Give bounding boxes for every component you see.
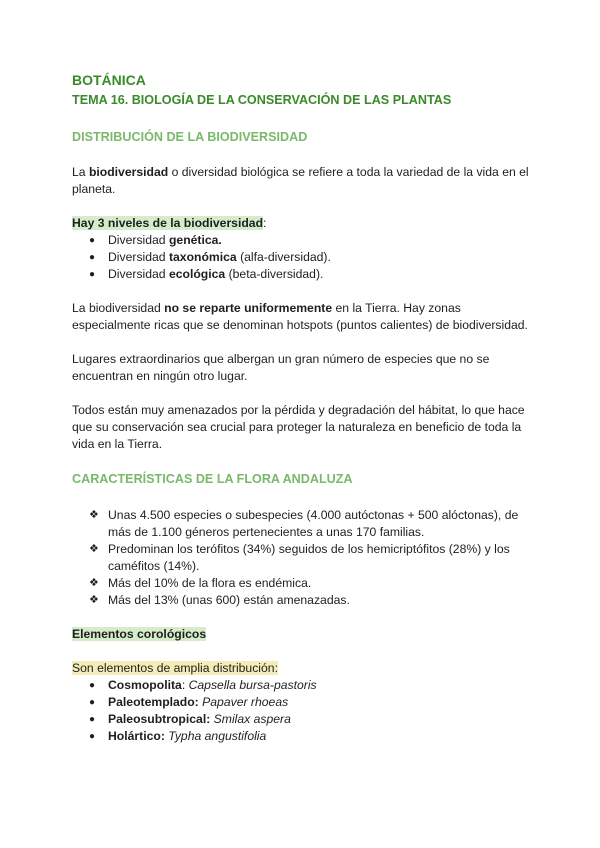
- bullet-dot-icon: ●: [89, 269, 96, 280]
- term: taxonómica: [168, 250, 237, 264]
- list-item: [72, 266, 532, 283]
- chorology-intro-highlight: Son elementos de amplia distribución:: [72, 661, 278, 675]
- bullet-dot-icon: ●: [89, 680, 96, 691]
- bullet-dot-icon: ●: [89, 731, 96, 742]
- text: Diversidad: [108, 250, 169, 264]
- list-item: [72, 575, 532, 592]
- list-item: [72, 592, 532, 609]
- paragraph-threat: Todos están muy amenazados por la pérdida y degradación del hábitat, lo que hace que su conservación sea crucial para proteger la naturaleza en beneficio de toda la vida en la Tierra.: [72, 403, 525, 451]
- text: o diversidad biológica se refiere a toda la variedad de la vida en el planeta.: [72, 165, 529, 196]
- bullet-dot-icon: ●: [89, 697, 96, 708]
- list-item: [72, 677, 532, 694]
- term: Holártico:: [108, 729, 165, 743]
- term-biodiversidad: biodiversidad: [88, 165, 169, 179]
- text: Más del 13% (unas 600) están amenazadas.: [108, 593, 350, 607]
- bullet-dot-icon: ●: [89, 252, 96, 263]
- diamond-bullet-icon: ❖: [89, 543, 99, 555]
- levels-title: [72, 215, 532, 232]
- species-name: Capsella bursa-pastoris: [188, 678, 317, 692]
- text: Diversidad: [108, 233, 169, 247]
- levels-title-highlight: Hay 3 niveles de la biodiversidad: [72, 216, 264, 230]
- document-subtitle: TEMA 16. BIOLOGÍA DE LA CONSERVACIÓN DE LAS PLANTAS: [72, 93, 452, 107]
- text: :: [263, 216, 267, 230]
- flora-list: [72, 507, 532, 609]
- document-page: [72, 70, 532, 745]
- text: Diversidad: [108, 267, 169, 281]
- section-heading-flora: CARACTERÍSTICAS DE LA FLORA ANDALUZA: [72, 472, 353, 486]
- list-item: [72, 694, 532, 711]
- term: genética.: [168, 233, 222, 247]
- species-name: Smilax aspera: [213, 712, 291, 726]
- diamond-bullet-icon: ❖: [89, 509, 99, 521]
- bullet-dot-icon: ●: [89, 235, 96, 246]
- text: :: [181, 678, 189, 692]
- diamond-bullet-icon: ❖: [89, 594, 99, 606]
- chorology-heading: [72, 626, 532, 643]
- list-item: [72, 711, 532, 728]
- list-item: [72, 728, 532, 745]
- text: La: [72, 165, 89, 179]
- paragraph-biodiversity-intro: [72, 164, 532, 198]
- species-name: Papaver rhoeas: [202, 695, 289, 709]
- term: Paleosubtropical:: [108, 712, 211, 726]
- chorology-list: [72, 677, 532, 745]
- list-item: [72, 541, 532, 575]
- text: en la Tierra. Hay zonas especialmente ricas que se denominan hotspots (puntos calientes) de biodiversidad.: [72, 301, 528, 332]
- bullet-dot-icon: ●: [89, 714, 96, 725]
- species-name: Typha angustifolia: [168, 729, 267, 743]
- text: Unas 4.500 especies o subespecies (4.000 autóctonas + 500 alóctonas), de más de 1.100 géneros pertenecientes a unas 170 familias.: [108, 508, 519, 539]
- levels-list: [72, 232, 532, 283]
- chorology-heading-highlight: Elementos corológicos: [72, 627, 207, 641]
- text: Más del 10% de la flora es endémica.: [108, 576, 312, 590]
- paragraph-distribution: [72, 300, 532, 334]
- section-heading-biodiversity: DISTRIBUCIÓN DE LA BIODIVERSIDAD: [72, 130, 308, 144]
- document-title: BOTÁNICA: [72, 72, 146, 88]
- list-item: [72, 507, 532, 541]
- text: (alfa-diversidad).: [236, 250, 331, 264]
- text: La biodiversidad: [72, 301, 165, 315]
- term-no-uniforme: no se reparte uniformemente: [164, 301, 333, 315]
- text: Predominan los terófitos (34%) seguidos de los hemicriptófitos (28%) y los caméfitos (14%).: [108, 542, 510, 573]
- term: ecológica: [168, 267, 226, 281]
- text: (beta-diversidad).: [225, 267, 324, 281]
- list-item: [72, 232, 532, 249]
- paragraph-places: Lugares extraordinarios que albergan un gran número de especies que no se encuentran en ningún otro lugar.: [72, 352, 490, 383]
- term: Cosmopolita: [108, 678, 182, 692]
- diamond-bullet-icon: ❖: [89, 577, 99, 589]
- term: Paleotemplado:: [108, 695, 199, 709]
- chorology-intro: [72, 660, 532, 677]
- list-item: [72, 249, 532, 266]
